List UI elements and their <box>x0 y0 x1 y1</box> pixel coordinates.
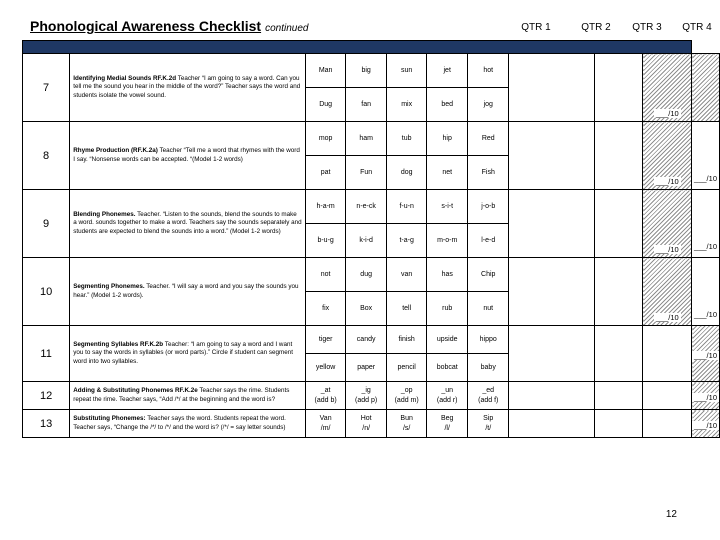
item-row-8 <box>23 122 720 156</box>
word-cell: k-i-d <box>346 224 387 258</box>
item-number: 13 <box>23 410 70 438</box>
word-pair-top: _at <box>320 387 331 395</box>
qtr4-cell[interactable] <box>692 122 720 190</box>
word-cell: not <box>305 258 346 292</box>
word-cell: Chip <box>468 258 509 292</box>
word-pair-bottom: (add f) <box>478 396 499 404</box>
qtr4-score: ___/10 <box>694 392 717 402</box>
qtr4-cell[interactable] <box>692 190 720 258</box>
word-cell: net <box>427 156 468 190</box>
word-cell: sun <box>386 54 427 88</box>
qtr4-score: ___/10 <box>694 420 717 430</box>
word-pair-bottom: /t/ <box>485 424 492 432</box>
qtr3-header: QTR 3 <box>632 22 662 33</box>
word-pair-bottom: /l/ <box>444 424 450 432</box>
qtr1-cell[interactable] <box>509 258 594 326</box>
item-title: Identifying Medial Sounds RF.K.2d <box>73 75 177 83</box>
word-pair-bottom: (add p) <box>355 396 378 404</box>
page-title-group <box>30 18 308 36</box>
word-pair-bottom: (add r) <box>436 396 458 404</box>
word-cell: n-e-ck <box>346 190 387 224</box>
qtr2-cell[interactable] <box>594 258 643 326</box>
qtr3-cell[interactable] <box>643 382 692 410</box>
item-title: Rhyme Production (RF.K.2a) <box>73 147 158 155</box>
word-cell: Red <box>468 122 509 156</box>
qtr1-cell[interactable] <box>509 122 594 190</box>
word-pair-top: _op <box>400 387 413 395</box>
word-pair-top: Van <box>319 415 332 423</box>
qtr1-cell[interactable] <box>509 382 594 410</box>
word-cell: big <box>346 54 387 88</box>
item-title: Substituting Phonemes: <box>73 415 146 423</box>
word-cell: s-i-t <box>427 190 468 224</box>
word-cell: b-u-g <box>305 224 346 258</box>
qtr2-header: QTR 2 <box>581 22 611 33</box>
item-text: Teacher. “Listen to the sounds, blend the sounds to make a word. sounds together to make a word. Teachers say the sounds separately and students are expected to blend the sounds into a word.” (Model 1-2 words) <box>73 211 302 235</box>
word-cell: van <box>386 258 427 292</box>
item-description <box>70 258 306 326</box>
item-number: 7 <box>23 54 70 122</box>
word-pair-bottom: /m/ <box>320 424 331 432</box>
word-pair-bottom: (add m) <box>394 396 419 404</box>
qtr1-header: QTR 1 <box>521 22 551 33</box>
item-text: Teacher says the word. Students repeat the word. Teacher says, “Change the /*/ to /*/ and the word is? (/*/ = say letter sounds) <box>73 415 286 431</box>
qtr4-cell[interactable] <box>692 258 720 326</box>
qtr4-cell[interactable] <box>692 410 720 438</box>
word-pair-cell <box>386 410 427 438</box>
item-row-11 <box>23 326 720 354</box>
qtr4-score: ___/10 <box>694 310 717 319</box>
word-cell: finish <box>386 326 427 354</box>
qtr4-cell[interactable] <box>692 54 720 122</box>
qtr1-cell[interactable] <box>509 326 594 382</box>
word-pair-cell <box>386 382 427 410</box>
checklist-table <box>22 40 720 438</box>
word-pair-top: _ig <box>361 387 371 395</box>
item-description <box>70 122 306 190</box>
item-text: Teacher says the rime. Students repeat the rime. Teacher says, “Add /*/ at the beginning and the word is? <box>73 387 290 403</box>
qtr2-cell[interactable] <box>594 54 643 122</box>
word-cell: nut <box>468 292 509 326</box>
word-cell: dog <box>386 156 427 190</box>
word-cell: mix <box>386 88 427 122</box>
word-cell: Dug <box>305 88 346 122</box>
word-cell: l-e-d <box>468 224 509 258</box>
header-bar <box>23 41 720 54</box>
qtr4-cell[interactable] <box>692 326 720 382</box>
qtr4-score: ___/10 <box>694 350 717 360</box>
item-text: Teacher “I am going to say a word. Can you tell me the sound you hear in the middle of the word?” Teacher says the word and students isolate the vowel sound. <box>73 75 301 99</box>
word-pair-cell <box>346 410 387 438</box>
word-cell: bobcat <box>427 354 468 382</box>
qtr3-score: ___/10 <box>655 177 679 186</box>
qtr4-cell[interactable] <box>692 382 720 410</box>
qtr4-score: ___/10 <box>694 174 717 183</box>
qtr3-cell[interactable] <box>643 122 692 190</box>
word-pair-top: Sip <box>483 415 494 423</box>
qtr2-cell[interactable] <box>594 122 643 190</box>
word-cell: bed <box>427 88 468 122</box>
word-pair-cell <box>305 410 346 438</box>
word-cell: dug <box>346 258 387 292</box>
item-description <box>70 326 306 382</box>
qtr1-cell[interactable] <box>509 54 594 122</box>
word-cell: Fish <box>468 156 509 190</box>
qtr1-cell[interactable] <box>509 410 594 438</box>
item-number: 9 <box>23 190 70 258</box>
word-pair-cell <box>305 382 346 410</box>
word-cell: candy <box>346 326 387 354</box>
item-text: Teacher “Tell me a word that rhymes with the word I say. “Nonsense words can be accepted. “(Model 1-2 words) <box>73 147 300 163</box>
item-row-10 <box>23 258 720 292</box>
word-cell: rub <box>427 292 468 326</box>
word-cell: jog <box>468 88 509 122</box>
word-cell: m-o-m <box>427 224 468 258</box>
word-cell: j-o-b <box>468 190 509 224</box>
word-pair-top: Bun <box>400 415 413 423</box>
page-number: 12 <box>665 509 677 520</box>
word-cell: pat <box>305 156 346 190</box>
word-pair-cell <box>427 382 468 410</box>
word-pair-cell <box>468 410 509 438</box>
word-cell: paper <box>346 354 387 382</box>
word-cell: yellow <box>305 354 346 382</box>
qtr3-cell[interactable] <box>643 410 692 438</box>
item-title: Blending Phonemes. <box>73 211 136 219</box>
word-cell: fix <box>305 292 346 326</box>
item-description <box>70 54 306 122</box>
word-cell: h-a-m <box>305 190 346 224</box>
item-number: 12 <box>23 382 70 410</box>
word-cell: Man <box>305 54 346 88</box>
word-pair-top: _un <box>441 387 454 395</box>
qtr2-cell[interactable] <box>594 382 643 410</box>
word-cell: fan <box>346 88 387 122</box>
qtr3-cell[interactable] <box>643 326 692 382</box>
word-cell: upside <box>427 326 468 354</box>
word-cell: jet <box>427 54 468 88</box>
word-cell: has <box>427 258 468 292</box>
word-pair-bottom: (add b) <box>314 396 337 404</box>
item-description <box>70 382 306 410</box>
qtr3-cell[interactable] <box>643 258 692 326</box>
word-cell: hip <box>427 122 468 156</box>
word-cell: tell <box>386 292 427 326</box>
item-text: Teacher. “I will say a word and you say the sounds you hear.” (Model 1-2 words). <box>73 283 299 299</box>
item-text: Teacher: “I am going to say a word and I want you to say the words in syllables (or word parts).” Circle if student can segment word into two syllables. <box>73 341 294 365</box>
page-subtitle: continued <box>265 23 309 34</box>
qtr4-score: ___/10 <box>694 242 717 251</box>
item-number: 8 <box>23 122 70 190</box>
item-row-7 <box>23 54 720 88</box>
page-title: Phonological Awareness Checklist <box>30 18 262 34</box>
qtr3-score: ___/10 <box>655 109 679 118</box>
qtr3-score: ___/10 <box>655 245 679 254</box>
qtr1-cell[interactable] <box>509 190 594 258</box>
qtr4-header: QTR 4 <box>682 22 712 33</box>
word-cell: ham <box>346 122 387 156</box>
qtr2-cell[interactable] <box>594 410 643 438</box>
word-cell: hippo <box>468 326 509 354</box>
qtr3-cell[interactable] <box>643 190 692 258</box>
word-cell: pencil <box>386 354 427 382</box>
word-pair-top: Beg <box>440 415 454 423</box>
item-description <box>70 410 306 438</box>
word-cell: Fun <box>346 156 387 190</box>
word-cell: mop <box>305 122 346 156</box>
qtr2-cell[interactable] <box>594 190 643 258</box>
qtr3-cell[interactable] <box>643 54 692 122</box>
word-pair-cell <box>346 382 387 410</box>
word-pair-bottom: /s/ <box>402 424 411 432</box>
word-cell: baby <box>468 354 509 382</box>
word-pair-bottom: /n/ <box>362 424 371 432</box>
item-title: Adding & Substituting Phonemes RF.K.2e <box>73 387 198 395</box>
qtr2-cell[interactable] <box>594 326 643 382</box>
item-row-9 <box>23 190 720 224</box>
item-number: 10 <box>23 258 70 326</box>
word-cell: t-a-g <box>386 224 427 258</box>
qtr3-score: ___/10 <box>655 313 679 322</box>
word-pair-top: Hot <box>360 415 372 423</box>
word-cell: tiger <box>305 326 346 354</box>
item-title: Segmenting Phonemes. <box>73 283 145 291</box>
word-cell: tub <box>386 122 427 156</box>
word-pair-cell <box>468 382 509 410</box>
word-cell: f-u-n <box>386 190 427 224</box>
word-cell: hot <box>468 54 509 88</box>
item-title: Segmenting Syllables RF.K.2b <box>73 341 164 349</box>
word-cell: Box <box>346 292 387 326</box>
item-description <box>70 190 306 258</box>
word-pair-cell <box>427 410 468 438</box>
word-pair-top: _ed <box>482 387 495 395</box>
item-number: 11 <box>23 326 70 382</box>
